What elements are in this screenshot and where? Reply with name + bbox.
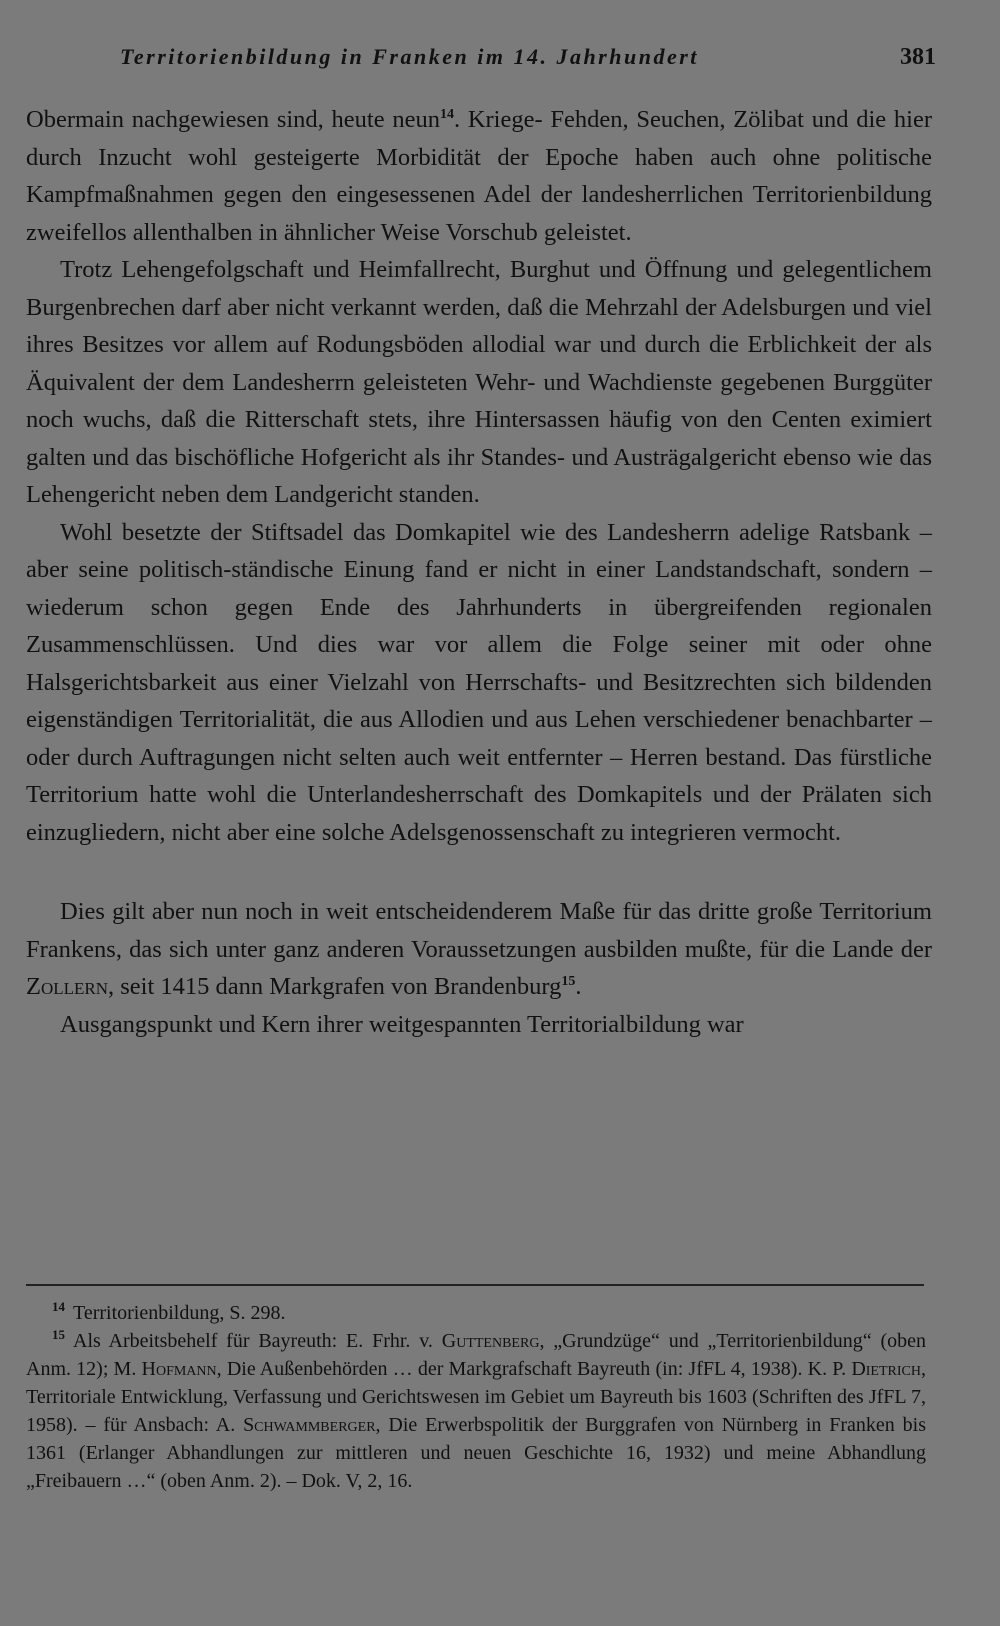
- footnote-14: [26, 1299, 926, 1327]
- paragraph-4-middle: , seit 1415 dann Markgrafen von Brandenburg: [108, 973, 562, 1000]
- author-guttenberg: Guttenberg: [441, 1330, 540, 1352]
- paragraph-1-rest: . Kriege- Fehden, Seuchen, Zölibat und die hier durch Inzucht wohl gesteigerte Morbidität der Epoche haben auch ohne politische Kampfmaßnahmen gegen den eingesessenen Adel der landesherrlichen Territorienbildung zweifellos allenthalben in ähnlicher Weise Vorschub geleistet.: [26, 106, 932, 246]
- paragraph-1-start: Obermain nachgewiesen sind, heute neun: [26, 106, 440, 133]
- author-hofmann: Hofmann: [141, 1358, 217, 1380]
- paragraph-1: [26, 101, 932, 251]
- paragraph-5: Ausgangspunkt und Kern ihrer weitgespannten Territorialbildung war: [60, 1010, 744, 1038]
- name-zollern: Zollern: [26, 973, 109, 1000]
- footnote-15-text-5: , Die Erwerbspolitik der Burggrafen von Nürnberg in Franken bis 1361 (Erlanger Abhandlungen zur mittleren und neuen Geschichte 16, 1932) und meine Abhandlung „Freibauern …“ (oben Anm. 2). – Dok. V, 2, 16.: [26, 1414, 926, 1492]
- author-dietrich: Dietrich: [851, 1358, 921, 1380]
- footnote-15-text-2: , „Grundzüge“ und „Territorienbildung“ (oben Anm. 12); M.: [26, 1330, 926, 1380]
- footnote-rule: [26, 1284, 924, 1286]
- footnote-ref-14: 14: [439, 106, 454, 122]
- footnote-15-number: 15: [52, 1327, 65, 1343]
- paragraph-3: Wohl besetzte der Stiftsadel das Domkapitel wie des Landesherrn adelige Ratsbank – aber seine politisch-ständische Einung fand er nicht in einer Landstandschaft, sondern – wiederum schon gegen Ende des Jahrhunderts in übergreifenden regionalen Zusammenschlüssen. Und dies war vor allem die Folge seiner mit oder ohne Halsgerichtsbarkeit aus einer Vielzahl von Herrschafts- und Besitzrechten sich bildenden eigenständigen Territorialität, die aus Allodien und aus Lehen verschiedener benachbarter – oder durch Auftragungen nicht selten auch weit entfernter – Herren bestand. Das fürstliche Territorium hatte wohl die Unterlandesherrschaft des Domkapitels und der Prälaten sich einzugliedern, nicht aber eine solche Adelsgenossenschaft zu integrieren vermocht.: [26, 518, 932, 846]
- footnote-15: [26, 1327, 926, 1495]
- footnote-14-text: Territorienbildung, S. 298.: [73, 1302, 286, 1324]
- paragraph-2: Trotz Lehengefolgschaft und Heimfallrecht, Burghut und Öffnung und gelegentlichem Burgenbrechen darf aber nicht verkannt werden, daß die Mehrzahl der Adelsburgen und viel ihres Besitzes vor allem auf Rodungsböden allodial war und durch die Erblichkeit der als Äquivalent der dem Landesherrn geleisteten Wehr- und Wachdienste gegebenen Burggüter noch wuchs, daß die Ritterschaft stets, ihre Hintersassen häufig von den Centen eximiert galten und das bischöfliche Hofgericht als ihr Standes- und Austrägalgericht ebenso wie das Lehengericht neben dem Landgericht standen.: [26, 256, 932, 508]
- footnote-14-number: 14: [52, 1299, 65, 1315]
- footnote-15-text-3: , Die Außenbehörden … der Markgrafschaft Bayreuth (in: JfFL 4, 1938). K. P.: [216, 1358, 852, 1380]
- footnotes: [26, 1299, 926, 1495]
- paragraph-4-start: Dies gilt aber nun noch in weit entscheidenderem Maße für das dritte große Territorium Frankens, das sich unter ganz anderen Voraussetzungen ausbilden mußte, für die Lande der: [26, 898, 932, 963]
- main-text: [26, 101, 932, 1043]
- running-title: Territorienbildung in Franken im 14. Jahrhundert: [120, 44, 699, 69]
- paragraph-4: [26, 893, 932, 1006]
- footnote-15-text-4: , Territoriale Entwicklung, Verfassung und Gerichtswesen im Gebiet um Bayreuth bis 1603 (Schriften des JfFL 7, 1958). – für Ansbach: A.: [26, 1358, 926, 1436]
- section-break: [26, 851, 932, 893]
- footnote-15-text-1: Als Arbeitsbehelf für Bayreuth: E. Frhr. v.: [73, 1330, 442, 1352]
- author-schwammberger: Schwammberger: [243, 1414, 376, 1436]
- paragraph-4-end: .: [575, 973, 582, 1000]
- page-number: 381: [900, 44, 936, 70]
- footnote-ref-15: 15: [561, 973, 576, 989]
